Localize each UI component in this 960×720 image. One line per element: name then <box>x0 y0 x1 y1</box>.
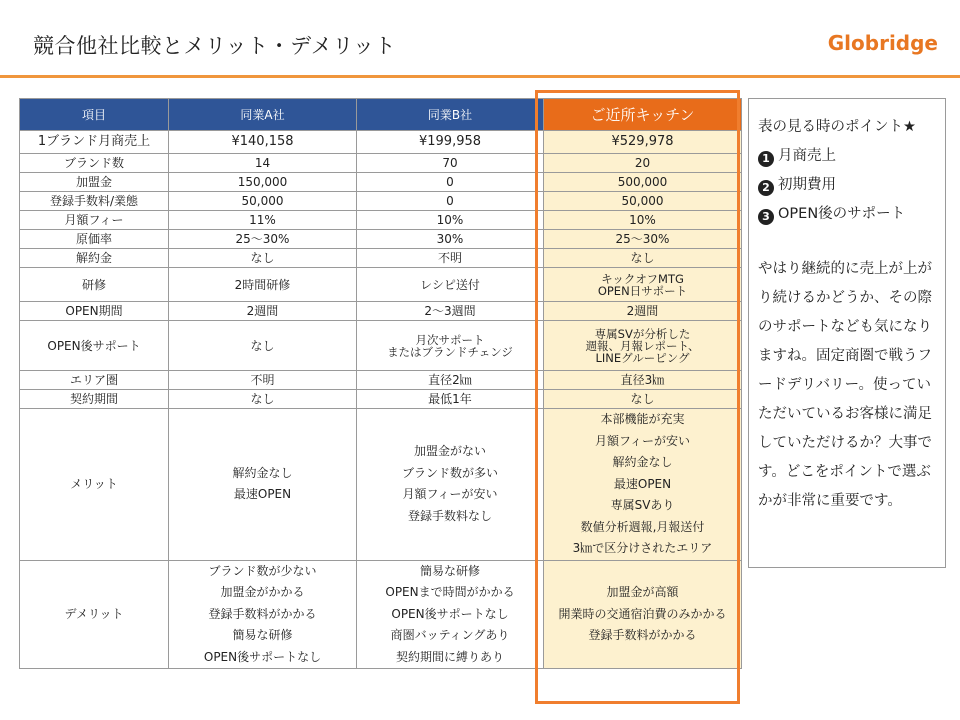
row-label: OPEN後サポート <box>20 321 169 371</box>
cell-company-a <box>169 302 357 321</box>
cell-line: 専属SVあり <box>610 498 675 512</box>
cell-company-a <box>169 211 357 230</box>
cell-line: LINEグルーピング <box>595 350 690 365</box>
cell-line: 最速OPEN <box>613 476 672 491</box>
cell-line: 11% <box>249 213 276 227</box>
cell-line: 商圏バッティングあり <box>390 628 510 642</box>
point-item <box>758 142 937 171</box>
cell-gokinjo-kitchen <box>544 230 742 249</box>
cell-company-a <box>169 371 357 390</box>
cell-gokinjo-kitchen <box>544 371 742 390</box>
table-row <box>20 560 742 669</box>
cell-line: 月額フィーが安い <box>594 433 691 448</box>
notes-heading: 表の見る時のポイント★ <box>758 119 916 135</box>
cell-company-b <box>357 560 544 669</box>
cell-company-b <box>357 390 544 409</box>
cell-line: 3㎞で区分けされたエリア <box>572 541 713 555</box>
row-label: デメリット <box>20 560 169 669</box>
cell-line: 加盟金が高額 <box>606 585 679 599</box>
cell-line: 簡易な研修 <box>232 628 293 642</box>
row-label: 研修 <box>20 268 169 302</box>
cell-line: OPEN後サポートなし <box>203 649 322 664</box>
cell-line: なし <box>250 338 275 353</box>
row-label: 登録手数料/業態 <box>20 192 169 211</box>
table-row <box>20 131 742 154</box>
cell-line: 月次サポート <box>415 332 485 347</box>
cell-line: 0 <box>446 194 454 208</box>
row-label: OPEN期間 <box>20 302 169 321</box>
cell-line: ブランド数が多い <box>401 465 498 480</box>
table-row <box>20 371 742 390</box>
cell-company-b <box>357 131 544 154</box>
row-label: ブランド数 <box>20 154 169 173</box>
cell-company-a <box>169 321 357 371</box>
cell-line: OPENまで時間がかかる <box>385 585 515 599</box>
cell-company-a <box>169 131 357 154</box>
cell-gokinjo-kitchen <box>544 154 742 173</box>
point-text: 初期費用 <box>778 177 836 193</box>
cell-line: 週報、月報レポート、 <box>585 338 700 353</box>
cell-line: 500,000 <box>617 175 668 189</box>
cell-company-a <box>169 230 357 249</box>
cell-company-a <box>169 409 357 561</box>
cell-line: 登録手数料がかかる <box>208 606 317 621</box>
cell-gokinjo-kitchen <box>544 321 742 371</box>
cell-company-b <box>357 211 544 230</box>
number-bullet-icon: 2 <box>758 180 774 196</box>
cell-line: 最低1年 <box>428 392 472 406</box>
cell-line: 加盟金がない <box>413 444 486 459</box>
table-row <box>20 390 742 409</box>
cell-line: 2週間 <box>246 304 279 318</box>
header-divider <box>0 75 960 78</box>
cell-line: 解約金なし <box>612 455 673 469</box>
table-row <box>20 321 742 371</box>
cell-line: 直径2㎞ <box>428 373 472 387</box>
cell-line: 30% <box>436 232 464 246</box>
cell-company-b <box>357 409 544 561</box>
cell-line: 2週間 <box>626 304 659 318</box>
point-item <box>758 200 937 229</box>
cell-line: 登録手数料がかかる <box>588 628 697 642</box>
cell-line: 専属SVが分析した <box>594 326 691 341</box>
cell-gokinjo-kitchen <box>544 131 742 154</box>
row-label: エリア圏 <box>20 371 169 390</box>
cell-line: 25～30% <box>235 232 290 246</box>
table-row <box>20 211 742 230</box>
col-header-item: 項目 <box>20 99 169 131</box>
cell-line: ¥199,958 <box>418 134 482 149</box>
cell-line: レシピ送付 <box>420 277 480 292</box>
cell-line: 10% <box>436 213 464 227</box>
point-text: OPEN後のサポート <box>778 206 906 222</box>
page-title: 競合他社比較とメリット・デメリット <box>33 34 396 58</box>
row-label: 原価率 <box>20 230 169 249</box>
cell-line: 加盟金がかかる <box>220 585 305 599</box>
number-bullet-icon: 1 <box>758 151 774 167</box>
cell-company-a <box>169 192 357 211</box>
point-item <box>758 171 937 200</box>
row-label: 加盟金 <box>20 173 169 192</box>
table-row <box>20 302 742 321</box>
col-header-gokinjo-kitchen: ご近所キッチン <box>544 99 742 131</box>
cell-line: またはブランドチェンジ <box>387 344 513 359</box>
row-label: メリット <box>20 409 169 561</box>
cell-company-a <box>169 390 357 409</box>
cell-company-a <box>169 268 357 302</box>
cell-line: 20 <box>634 156 651 170</box>
cell-line: 不明 <box>437 251 462 265</box>
cell-company-b <box>357 302 544 321</box>
notes-panel <box>748 98 946 568</box>
cell-line: 70 <box>442 156 458 170</box>
cell-gokinjo-kitchen <box>544 409 742 561</box>
cell-line: 直径3㎞ <box>620 373 665 387</box>
number-bullet-icon: 3 <box>758 209 774 225</box>
cell-line: 契約期間に縛りあり <box>395 649 504 664</box>
cell-gokinjo-kitchen <box>544 390 742 409</box>
cell-company-a <box>169 249 357 268</box>
col-header-company-b: 同業B社 <box>357 99 544 131</box>
cell-line: 2時間研修 <box>234 277 291 292</box>
cell-company-b <box>357 154 544 173</box>
cell-line: キックオフMTG <box>601 271 684 286</box>
cell-line: 150,000 <box>237 175 288 189</box>
cell-line: 50,000 <box>621 194 664 208</box>
row-label: 月額フィー <box>20 211 169 230</box>
table-row <box>20 192 742 211</box>
cell-line: 月額フィーが安い <box>402 487 498 502</box>
cell-line: なし <box>250 251 275 265</box>
row-label: 1ブランド月商売上 <box>20 131 169 154</box>
cell-line: 不明 <box>250 373 275 387</box>
cell-company-a <box>169 154 357 173</box>
cell-gokinjo-kitchen <box>544 302 742 321</box>
cell-company-a <box>169 173 357 192</box>
cell-gokinjo-kitchen <box>544 268 742 302</box>
cell-line: 本部機能が充実 <box>600 412 685 426</box>
cell-gokinjo-kitchen <box>544 560 742 669</box>
cell-line: OPEN後サポートなし <box>391 606 509 621</box>
cell-line: OPEN日サポート <box>597 283 688 298</box>
brand-logo: Globridge <box>827 31 938 55</box>
cell-line: 登録手数料なし <box>407 508 492 523</box>
row-label: 契約期間 <box>20 390 169 409</box>
cell-company-b <box>357 230 544 249</box>
cell-line: 0 <box>446 175 454 189</box>
col-header-company-a: 同業A社 <box>169 99 357 131</box>
table-row <box>20 173 742 192</box>
cell-company-b <box>357 321 544 371</box>
point-text: 月商売上 <box>778 148 836 164</box>
cell-company-b <box>357 192 544 211</box>
cell-line: 数値分析週報,月報送付 <box>580 519 705 534</box>
cell-gokinjo-kitchen <box>544 211 742 230</box>
cell-line: 解約金なし <box>232 465 293 480</box>
cell-line: なし <box>250 392 275 406</box>
cell-gokinjo-kitchen <box>544 192 742 211</box>
cell-line: 50,000 <box>241 194 284 208</box>
cell-line: 開業時の交通宿泊費のみかかる <box>558 606 727 621</box>
table-header-row <box>20 99 742 131</box>
cell-line: ¥140,158 <box>231 134 294 149</box>
cell-line: 10% <box>629 213 656 227</box>
cell-line: なし <box>630 251 655 265</box>
cell-company-b <box>357 173 544 192</box>
cell-line: なし <box>630 392 655 406</box>
table-row <box>20 409 742 561</box>
cell-company-b <box>357 371 544 390</box>
cell-line: 25～30% <box>615 232 670 246</box>
comparison-table <box>19 98 742 669</box>
cell-line: 2～3週間 <box>424 304 476 318</box>
notes-body: やはり継続的に売上が上がり続けるかどうか、その際のサポートなども気になりますね。固定商圏で戦うフードデリバリー。使っていただいているお客様に満足していただけるか？大事です。どこをポイントで選ぶかが非常に重要です。 <box>758 261 932 509</box>
cell-company-a <box>169 560 357 669</box>
cell-line: 簡易な研修 <box>419 563 480 578</box>
table-row <box>20 249 742 268</box>
row-label: 解約金 <box>20 249 169 268</box>
table-row <box>20 154 742 173</box>
cell-line: ブランド数が少ない <box>208 563 317 578</box>
table-row <box>20 268 742 302</box>
cell-company-b <box>357 249 544 268</box>
cell-line: ¥529,978 <box>611 134 674 149</box>
cell-line: 最速OPEN <box>233 487 292 502</box>
cell-gokinjo-kitchen <box>544 249 742 268</box>
table-row <box>20 230 742 249</box>
cell-company-b <box>357 268 544 302</box>
cell-gokinjo-kitchen <box>544 173 742 192</box>
cell-line: 14 <box>254 156 271 170</box>
